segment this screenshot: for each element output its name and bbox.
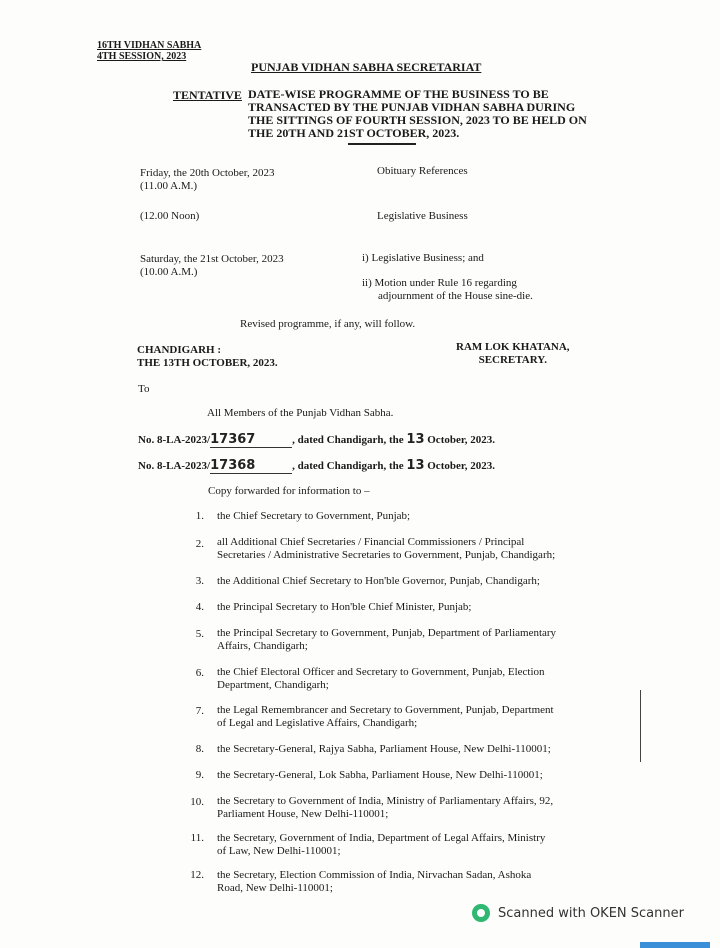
- list-number: 2.: [195, 538, 204, 550]
- friday-business: Obituary References: [377, 165, 468, 177]
- friday-time: (11.00 A.M.): [140, 180, 198, 192]
- list-number: 5.: [195, 628, 204, 640]
- list-item: [217, 704, 587, 730]
- ref-prefix: No. 8-LA-2023/: [138, 434, 211, 446]
- saturday-business-ii: [362, 277, 582, 303]
- title-line-4: THE 20TH AND 21ST OCTOBER, 2023.: [248, 126, 460, 140]
- friday-date: Friday, the 20th October, 2023: [140, 167, 275, 179]
- signatory-block: [456, 341, 570, 367]
- ref-dated: , dated Chandigarh, the: [292, 460, 404, 472]
- list-number: 4.: [195, 601, 204, 613]
- motion-line-2: adjournment of the House sine-die.: [378, 290, 533, 302]
- list-item-line: the Principal Secretary to Government, Punjab, Department of Parliamentary: [217, 627, 557, 639]
- session-label: 4TH SESSION, 2023: [97, 51, 187, 62]
- bottom-accent-bar: [640, 942, 710, 948]
- list-item-line: of Legal and Legislative Affairs, Chandigarh;: [217, 717, 418, 729]
- list-item: [217, 536, 587, 562]
- saturday-business-i: i) Legislative Business; and: [362, 252, 484, 264]
- list-item-line: the Chief Electoral Officer and Secretary to Government, Punjab, Election: [217, 666, 545, 678]
- list-item-line: the Secretary, Government of India, Department of Legal Affairs, Ministry: [217, 832, 546, 844]
- list-item-line: Affairs, Chandigarh;: [217, 640, 308, 652]
- scan-margin-mark: [640, 690, 641, 762]
- list-number: 3.: [195, 575, 204, 587]
- secretariat-heading: PUNJAB VIDHAN SABHA SECRETARIAT: [251, 60, 482, 74]
- list-number: 11.: [190, 832, 204, 844]
- signatory-title: SECRETARY.: [478, 354, 547, 366]
- ref-day-handwritten: 13: [406, 458, 425, 473]
- tentative-label: TENTATIVE: [173, 88, 242, 102]
- list-number: 7.: [195, 705, 204, 717]
- list-item: [217, 666, 587, 692]
- list-item-line: the Legal Remembrancer and Secretary to Government, Punjab, Department: [217, 704, 554, 716]
- place-date: THE 13TH OCTOBER, 2023.: [137, 357, 278, 369]
- list-number: 12.: [190, 869, 204, 881]
- list-item-line: the Secretary, Election Commission of India, Nirvachan Sadan, Ashoka: [217, 869, 532, 881]
- place-label: CHANDIGARH :: [137, 344, 222, 356]
- list-item-line: Secretaries / Administrative Secretaries to Government, Punjab, Chandigarh;: [217, 549, 556, 561]
- place-block: [137, 344, 278, 370]
- scanner-watermark: [472, 904, 684, 922]
- list-item-line: Parliament House, New Delhi-110001;: [217, 808, 389, 820]
- session-header: [97, 40, 201, 62]
- motion-line-1: ii) Motion under Rule 16 regarding: [362, 277, 517, 289]
- list-item-line: Department, Chandigarh;: [217, 679, 329, 691]
- title-underline: [348, 143, 416, 145]
- ref-day-handwritten: 13: [406, 432, 425, 447]
- list-number: 1.: [195, 510, 204, 522]
- ref-dated: , dated Chandigarh, the: [292, 434, 404, 446]
- saturday-date: Saturday, the 21st October, 2023: [140, 253, 284, 265]
- list-item-line: the Secretary-General, Lok Sabha, Parliament House, New Delhi-110001;: [217, 769, 543, 781]
- list-item-line: Road, New Delhi-110001;: [217, 882, 333, 894]
- schedule-friday: [140, 167, 275, 193]
- vidhan-sabha-label: 16TH VIDHAN SABHA: [97, 40, 202, 51]
- saturday-time: (10.00 A.M.): [140, 266, 198, 278]
- ref-prefix: No. 8-LA-2023/: [138, 460, 211, 472]
- title-line-3: THE SITTINGS OF FOURTH SESSION, 2023 TO BE HELD ON: [248, 113, 587, 127]
- list-number: 8.: [195, 743, 204, 755]
- signatory-name: RAM LOK KHATANA,: [456, 341, 570, 353]
- copy-forwarded: Copy forwarded for information to –: [208, 485, 370, 497]
- programme-title: [248, 88, 588, 140]
- list-item-line: the Secretary-General, Rajya Sabha, Parliament House, New Delhi-110001;: [217, 743, 551, 755]
- list-item: [217, 795, 587, 821]
- list-item: [217, 869, 587, 895]
- list-item: [217, 575, 587, 588]
- title-line-2: TRANSACTED BY THE PUNJAB VIDHAN SABHA DURING: [248, 100, 576, 114]
- scanner-watermark-text: Scanned with OKEN Scanner: [498, 905, 684, 921]
- list-item-line: the Additional Chief Secretary to Hon'ble Governor, Punjab, Chandigarh;: [217, 575, 540, 587]
- list-item-line: the Principal Secretary to Hon'ble Chief Minister, Punjab;: [217, 601, 472, 613]
- list-number: 6.: [195, 667, 204, 679]
- list-item-line: the Chief Secretary to Government, Punjab;: [217, 510, 411, 522]
- list-item: [217, 743, 587, 756]
- list-item-line: the Secretary to Government of India, Ministry of Parliamentary Affairs, 92,: [217, 795, 554, 807]
- list-item: [217, 601, 587, 614]
- to-recipients: All Members of the Punjab Vidhan Sabha.: [207, 407, 394, 419]
- noon-business: Legislative Business: [377, 210, 468, 222]
- oken-scanner-icon: [472, 904, 490, 922]
- list-item-line: of Law, New Delhi-110001;: [217, 845, 341, 857]
- schedule-saturday: [140, 253, 284, 279]
- list-item-line: all Additional Chief Secretaries / Financial Commissioners / Principal: [217, 536, 525, 548]
- revised-note: Revised programme, if any, will follow.: [240, 318, 416, 330]
- ref-number-handwritten: 17367: [210, 432, 292, 448]
- to-label: To: [138, 383, 150, 395]
- ref-suffix: October, 2023.: [427, 434, 495, 446]
- list-item: [217, 769, 587, 782]
- title-line-1: DATE-WISE PROGRAMME OF THE BUSINESS TO BE: [248, 87, 549, 101]
- list-item: [217, 832, 587, 858]
- list-item: [217, 627, 587, 653]
- reference-line-2: [138, 458, 495, 474]
- list-number: 10.: [190, 796, 204, 808]
- ref-number-handwritten: 17368: [210, 458, 292, 474]
- reference-line-1: [138, 432, 495, 448]
- ref-suffix: October, 2023.: [427, 460, 495, 472]
- noon-time: (12.00 Noon): [140, 210, 200, 222]
- list-number: 9.: [195, 769, 204, 781]
- list-item: [217, 510, 587, 523]
